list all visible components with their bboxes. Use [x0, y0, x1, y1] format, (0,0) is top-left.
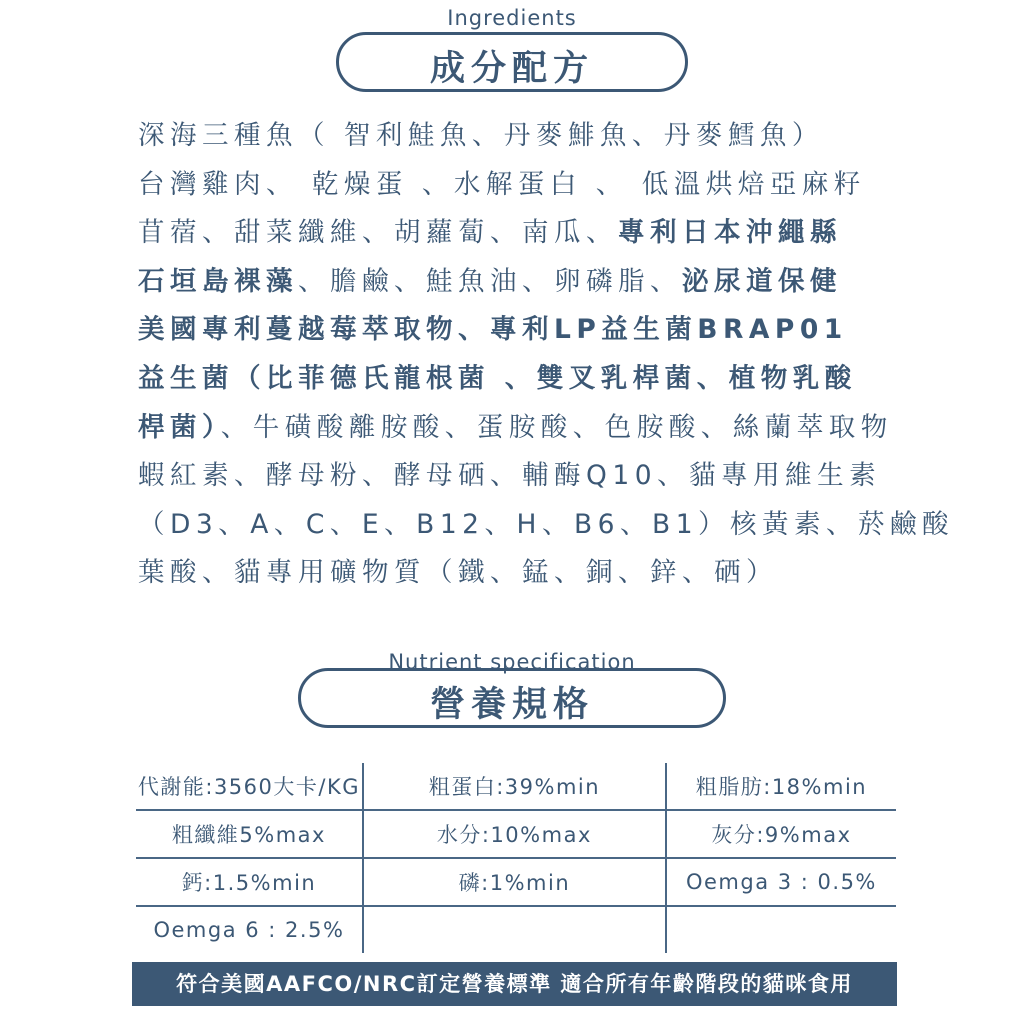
- ingredient-line: [138, 258, 898, 307]
- table-cell: 磷:1%min: [363, 858, 666, 906]
- table-row: [136, 810, 896, 858]
- ingredient-line: [138, 404, 898, 453]
- table-row: [136, 906, 896, 953]
- table-cell: Oemga 6 : 2.5%: [136, 906, 363, 953]
- table-cell: 粗蛋白:39%min: [363, 763, 666, 810]
- ingredients-list: [138, 112, 955, 598]
- ingredient-line: [138, 209, 898, 258]
- ingredients-subtitle: Ingredients: [447, 6, 577, 30]
- table-cell: 粗脂肪:18%min: [666, 763, 896, 810]
- ingredient-text: 葉酸、貓專用礦物質（鐵、錳、銅、鋅、硒）: [138, 557, 778, 589]
- table-row: [136, 763, 896, 810]
- nutrient-table: [136, 763, 896, 953]
- nutrient-subtitle: Nutrient specification: [388, 650, 636, 674]
- table-cell: [666, 906, 896, 953]
- table-cell: 灰分:9%max: [666, 810, 896, 858]
- ingredient-line: [138, 355, 898, 404]
- ingredient-line: [138, 112, 898, 161]
- table-cell: 鈣:1.5%min: [136, 858, 363, 906]
- ingredient-text: 、牛磺酸離胺酸、蛋胺酸、色胺酸、絲蘭萃取物: [220, 411, 893, 443]
- ingredient-line: [138, 306, 898, 355]
- nutrient-title: 營養規格: [429, 685, 594, 725]
- table-cell: 粗纖維5%max: [136, 810, 363, 858]
- ingredients-title-pill: [336, 32, 688, 92]
- ingredient-line: [138, 452, 898, 501]
- aafco-banner: 符合美國AAFCO/NRC訂定營養標準 適合所有年齡階段的貓咪食用: [132, 962, 897, 1006]
- ingredient-highlight: 專利日本沖繩縣: [618, 217, 842, 249]
- ingredient-highlight: 桿菌）: [138, 411, 221, 443]
- table-cell: [363, 906, 666, 953]
- table-cell: 代謝能:3560大卡/KG: [136, 763, 363, 810]
- ingredient-text: 、膽鹼、鮭魚油、卵磷脂、: [298, 265, 682, 297]
- nutrient-title-pill: [298, 668, 726, 728]
- ingredient-line: [138, 161, 898, 210]
- table-row: [136, 858, 896, 906]
- ingredient-text: （D3、A、C、E、B12、H、B6、B1）核黃素、菸鹼酸: [138, 508, 955, 540]
- table-cell: 水分:10%max: [363, 810, 666, 858]
- ingredient-text: 苜蓿、甜菜纖維、胡蘿蔔、南瓜、: [138, 217, 618, 249]
- ingredients-title: 成分配方: [429, 49, 594, 89]
- ingredient-highlight: 益生菌（比菲德氏龍根菌 、雙叉乳桿菌、植物乳酸: [138, 362, 857, 394]
- ingredient-text: 深海三種魚（ 智利鮭魚、丹麥鯡魚、丹麥鱈魚）: [138, 120, 824, 151]
- ingredient-text: 蝦紅素、酵母粉、酵母硒、輔酶Q10、貓專用維生素: [138, 460, 882, 492]
- table-cell: Oemga 3 : 0.5%: [666, 858, 896, 906]
- ingredient-highlight: 泌尿道保健: [682, 265, 842, 297]
- ingredient-text: 台灣雞肉、 乾燥蛋 、水解蛋白 、 低溫烘焙亞麻籽: [138, 168, 866, 200]
- ingredient-highlight: 美國專利蔓越莓萃取物、專利LP益生菌BRAP01: [138, 314, 848, 346]
- ingredient-highlight: 石垣島裸藻: [138, 265, 298, 297]
- ingredient-line: [138, 501, 955, 550]
- ingredient-line: [138, 549, 898, 598]
